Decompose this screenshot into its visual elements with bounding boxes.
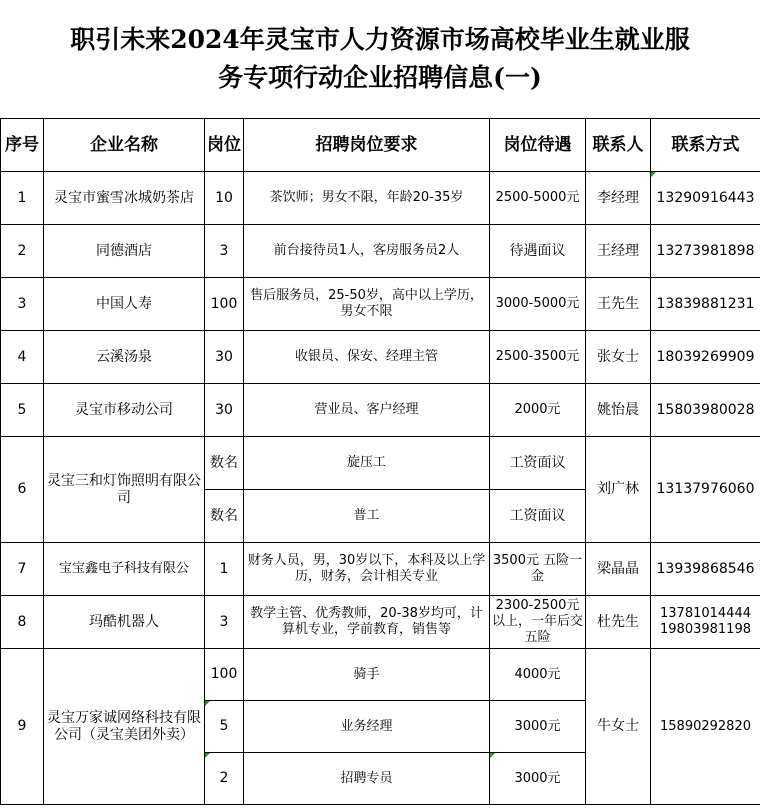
position-count: 100 [205,649,244,701]
title-line-2: 务专项行动企业招聘信息(一) [218,63,542,92]
table-row [1,437,760,490]
salary: 待遇面议 [490,225,586,278]
position-count: 1 [205,543,244,596]
salary: 2300-2500元以上，一年后交五险 [490,596,586,649]
salary: 工资面议 [490,437,586,490]
header-requirements: 招聘岗位要求 [244,119,490,172]
position-count: 10 [205,172,244,225]
requirements: 骑手 [244,649,490,701]
company-name: 玛酷机器人 [44,596,205,649]
company-name: 同德酒店 [44,225,205,278]
row-no: 5 [1,384,44,437]
table-row [1,172,760,225]
requirements: 售后服务员，25-50岁，高中以上学历，男女不限 [244,278,490,331]
table-row [1,278,760,331]
header-positions: 岗位 [205,119,244,172]
table-row [1,225,760,278]
phone [651,596,760,649]
row-no: 7 [1,543,44,596]
company-name: 云溪汤泉 [44,331,205,384]
salary: 工资面议 [490,490,586,543]
table-row [1,331,760,384]
page-title [0,0,760,118]
requirements: 普工 [244,490,490,543]
requirements: 旋压工 [244,437,490,490]
requirements: 业务经理 [244,701,490,753]
table-row [1,649,760,701]
contact-person: 姚怡晨 [586,384,651,437]
position-count: 数名 [205,490,244,543]
header-contact: 联系人 [586,119,651,172]
row-no: 8 [1,596,44,649]
position-count: 3 [205,225,244,278]
salary: 2500-3500元 [490,331,586,384]
company-name: 中国人寿 [44,278,205,331]
phone: 18039269909 [651,331,760,384]
position-count: 数名 [205,437,244,490]
position-count: 30 [205,331,244,384]
salary: 2500-5000元 [490,172,586,225]
row-no: 3 [1,278,44,331]
table-row [1,543,760,596]
requirements: 财务人员，男，30岁以下，本科及以上学历，财务，会计相关专业 [244,543,490,596]
row-no: 6 [1,437,44,543]
row-no: 1 [1,172,44,225]
phone-secondary: 19803981198 [660,622,751,637]
position-count: 30 [205,384,244,437]
header-row [1,119,760,172]
recruitment-table [0,118,760,805]
phone: 15803980028 [651,384,760,437]
row-no: 4 [1,331,44,384]
company-name: 灵宝市移动公司 [44,384,205,437]
requirements: 招聘专员 [244,753,490,805]
title-line-1: 职引未来2024年灵宝市人力资源市场高校毕业生就业服 [70,25,690,54]
salary: 3000元 [490,753,586,805]
salary: 2000元 [490,384,586,437]
phone: 13939868546 [651,543,760,596]
requirements: 前台接待员1人，客房服务员2人 [244,225,490,278]
salary: 4000元 [490,649,586,701]
salary: 3000-5000元 [490,278,586,331]
phone: 15890292820 [651,649,760,805]
header-no: 序号 [1,119,44,172]
contact-person: 李经理 [586,172,651,225]
position-count: 2 [205,753,244,805]
contact-person: 张女士 [586,331,651,384]
position-count: 3 [205,596,244,649]
row-no: 9 [1,649,44,805]
salary: 3000元 [490,701,586,753]
phone-primary: 13781014444 [660,606,751,621]
contact-person: 王先生 [586,278,651,331]
contact-person: 杜先生 [586,596,651,649]
requirements: 教学主管、优秀教师，20-38岁均可，计算机专业，学前教育，销售等 [244,596,490,649]
table-row [1,596,760,649]
phone: 13839881231 [651,278,760,331]
salary: 3500元 五险一金 [490,543,586,596]
contact-person: 刘广林 [586,437,651,543]
requirements: 营业员、客户经理 [244,384,490,437]
header-company: 企业名称 [44,119,205,172]
position-count: 100 [205,278,244,331]
company-name: 灵宝市蜜雪冰城奶茶店 [44,172,205,225]
header-salary: 岗位待遇 [490,119,586,172]
requirements: 茶饮师；男女不限，年龄20-35岁 [244,172,490,225]
company-name: 灵宝三和灯饰照明有限公司 [44,437,205,543]
position-count: 5 [205,701,244,753]
phone: 13290916443 [651,172,760,225]
company-name: 宝宝鑫电子科技有限公 [44,543,205,596]
phone: 13137976060 [651,437,760,543]
company-name: 灵宝万家诚网络科技有限公司（灵宝美团外卖） [44,649,205,805]
contact-person: 牛女士 [586,649,651,805]
table-row [1,384,760,437]
header-phone: 联系方式 [651,119,760,172]
contact-person: 王经理 [586,225,651,278]
phone: 13273981898 [651,225,760,278]
contact-person: 梁晶晶 [586,543,651,596]
requirements: 收银员、保安、经理主管 [244,331,490,384]
row-no: 2 [1,225,44,278]
